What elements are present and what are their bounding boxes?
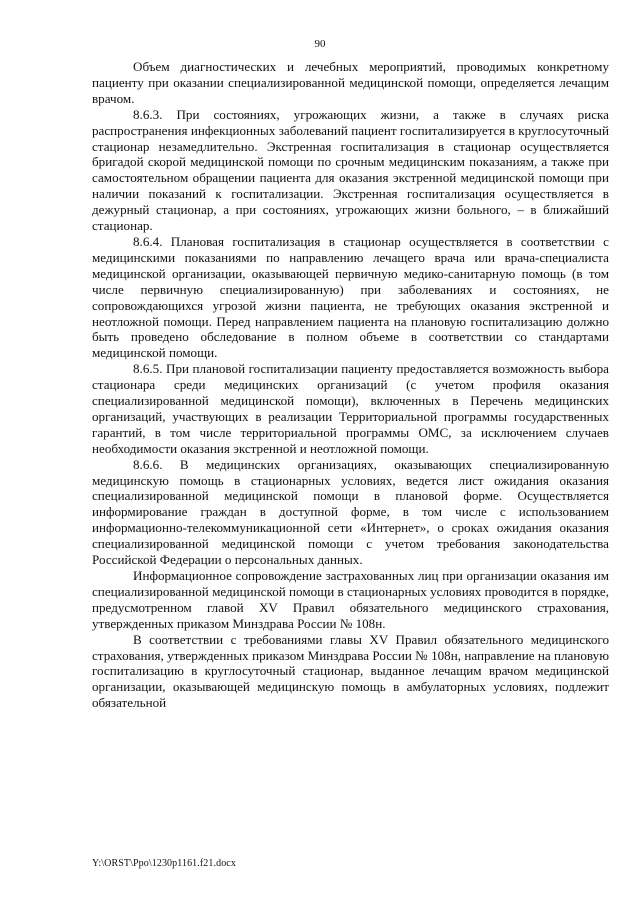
document-body [92, 59, 609, 711]
paragraph-info-support: Информационное сопровождение застрахованных лиц при организации оказания им специализированной медицинской помощи в стационарных условиях проводится в порядке, предусмотренном главой XV Правил обязательного медицинского страхования, утвержденных приказом Минздрава России № 108н. [92, 568, 609, 631]
paragraph-8-6-4: 8.6.4. Плановая госпитализация в стационар осуществляется в соответствии с медицинскими показаниями по направлению лечащего врача или врача-специалиста медицинской организации, оказывающей первичную медико-санитарную помощь (в том числе первичную специализированную) при заболеваниях и состояниях, не сопровождающихся угрозой жизни пациента, не требующих оказания экстренной и неотложной помощи. Перед направлением пациента на плановую госпитализацию должно быть проведено обследование в полном объеме в соответствии со стандартами медицинской помощи. [92, 233, 609, 361]
paragraph-8-6-6: 8.6.6. В медицинских организациях, оказывающих специализированную медицинскую помощь в стационарных условиях, ведется лист ожидания оказания специализированной медицинской помощи в плановой форме. Осуществляется информирование граждан в доступной форме, в том числе с использованием информационно-телекоммуникационной сети «Интернет», о сроках ожидания оказания специализированной медицинской помощи с учетом требования законодательства Российской Федерации о персональных данных. [92, 456, 609, 568]
paragraph-requirements: В соответствии с требованиями главы XV Правил обязательного медицинского страхования, утвержденных приказом Минздрава России № 108н, направление на плановую госпитализацию в круглосуточный стационар, выданное лечащим врачом медицинской организации, оказывающей медицинскую помощь в амбулаторных условиях, подлежит обязательной [92, 631, 609, 711]
file-path-footer: Y:\ORST\Ppo\1230p1161.f21.docx [92, 858, 236, 869]
paragraph-intro: Объем диагностических и лечебных мероприятий, проводимых конкретному пациенту при оказании специализированной медицинской помощи, определяется лечащим врачом. [92, 59, 609, 106]
paragraph-8-6-5: 8.6.5. При плановой госпитализации пациенту предоставляется возможность выбора стационара среди медицинских организаций (с учетом профиля оказания специализированной медицинской помощи), включенных в Перечень медицинских организаций, участвующих в реализации Территориальной программы государственных гарантий, в том числе территориальной программы ОМС, за исключением случаев необходимости оказания экстренной и неотложной помощи. [92, 361, 609, 456]
paragraph-8-6-3: 8.6.3. При состояниях, угрожающих жизни, а также в случаях риска распространения инфекционных заболеваний пациент госпитализируется в круглосуточный стационар незамедлительно. Экстренная госпитализация в стационар осуществляется бригадой скорой медицинской помощи по срочным медицинским показаниям, а также при самостоятельном обращении пациента для оказания экстренной медицинской помощи при наличии показаний к госпитализации. Экстренная госпитализация осуществляется в дежурный стационар, а при состояниях, угрожающих жизни больного, – в ближайший стационар. [92, 106, 609, 234]
page-number: 90 [314, 38, 326, 50]
